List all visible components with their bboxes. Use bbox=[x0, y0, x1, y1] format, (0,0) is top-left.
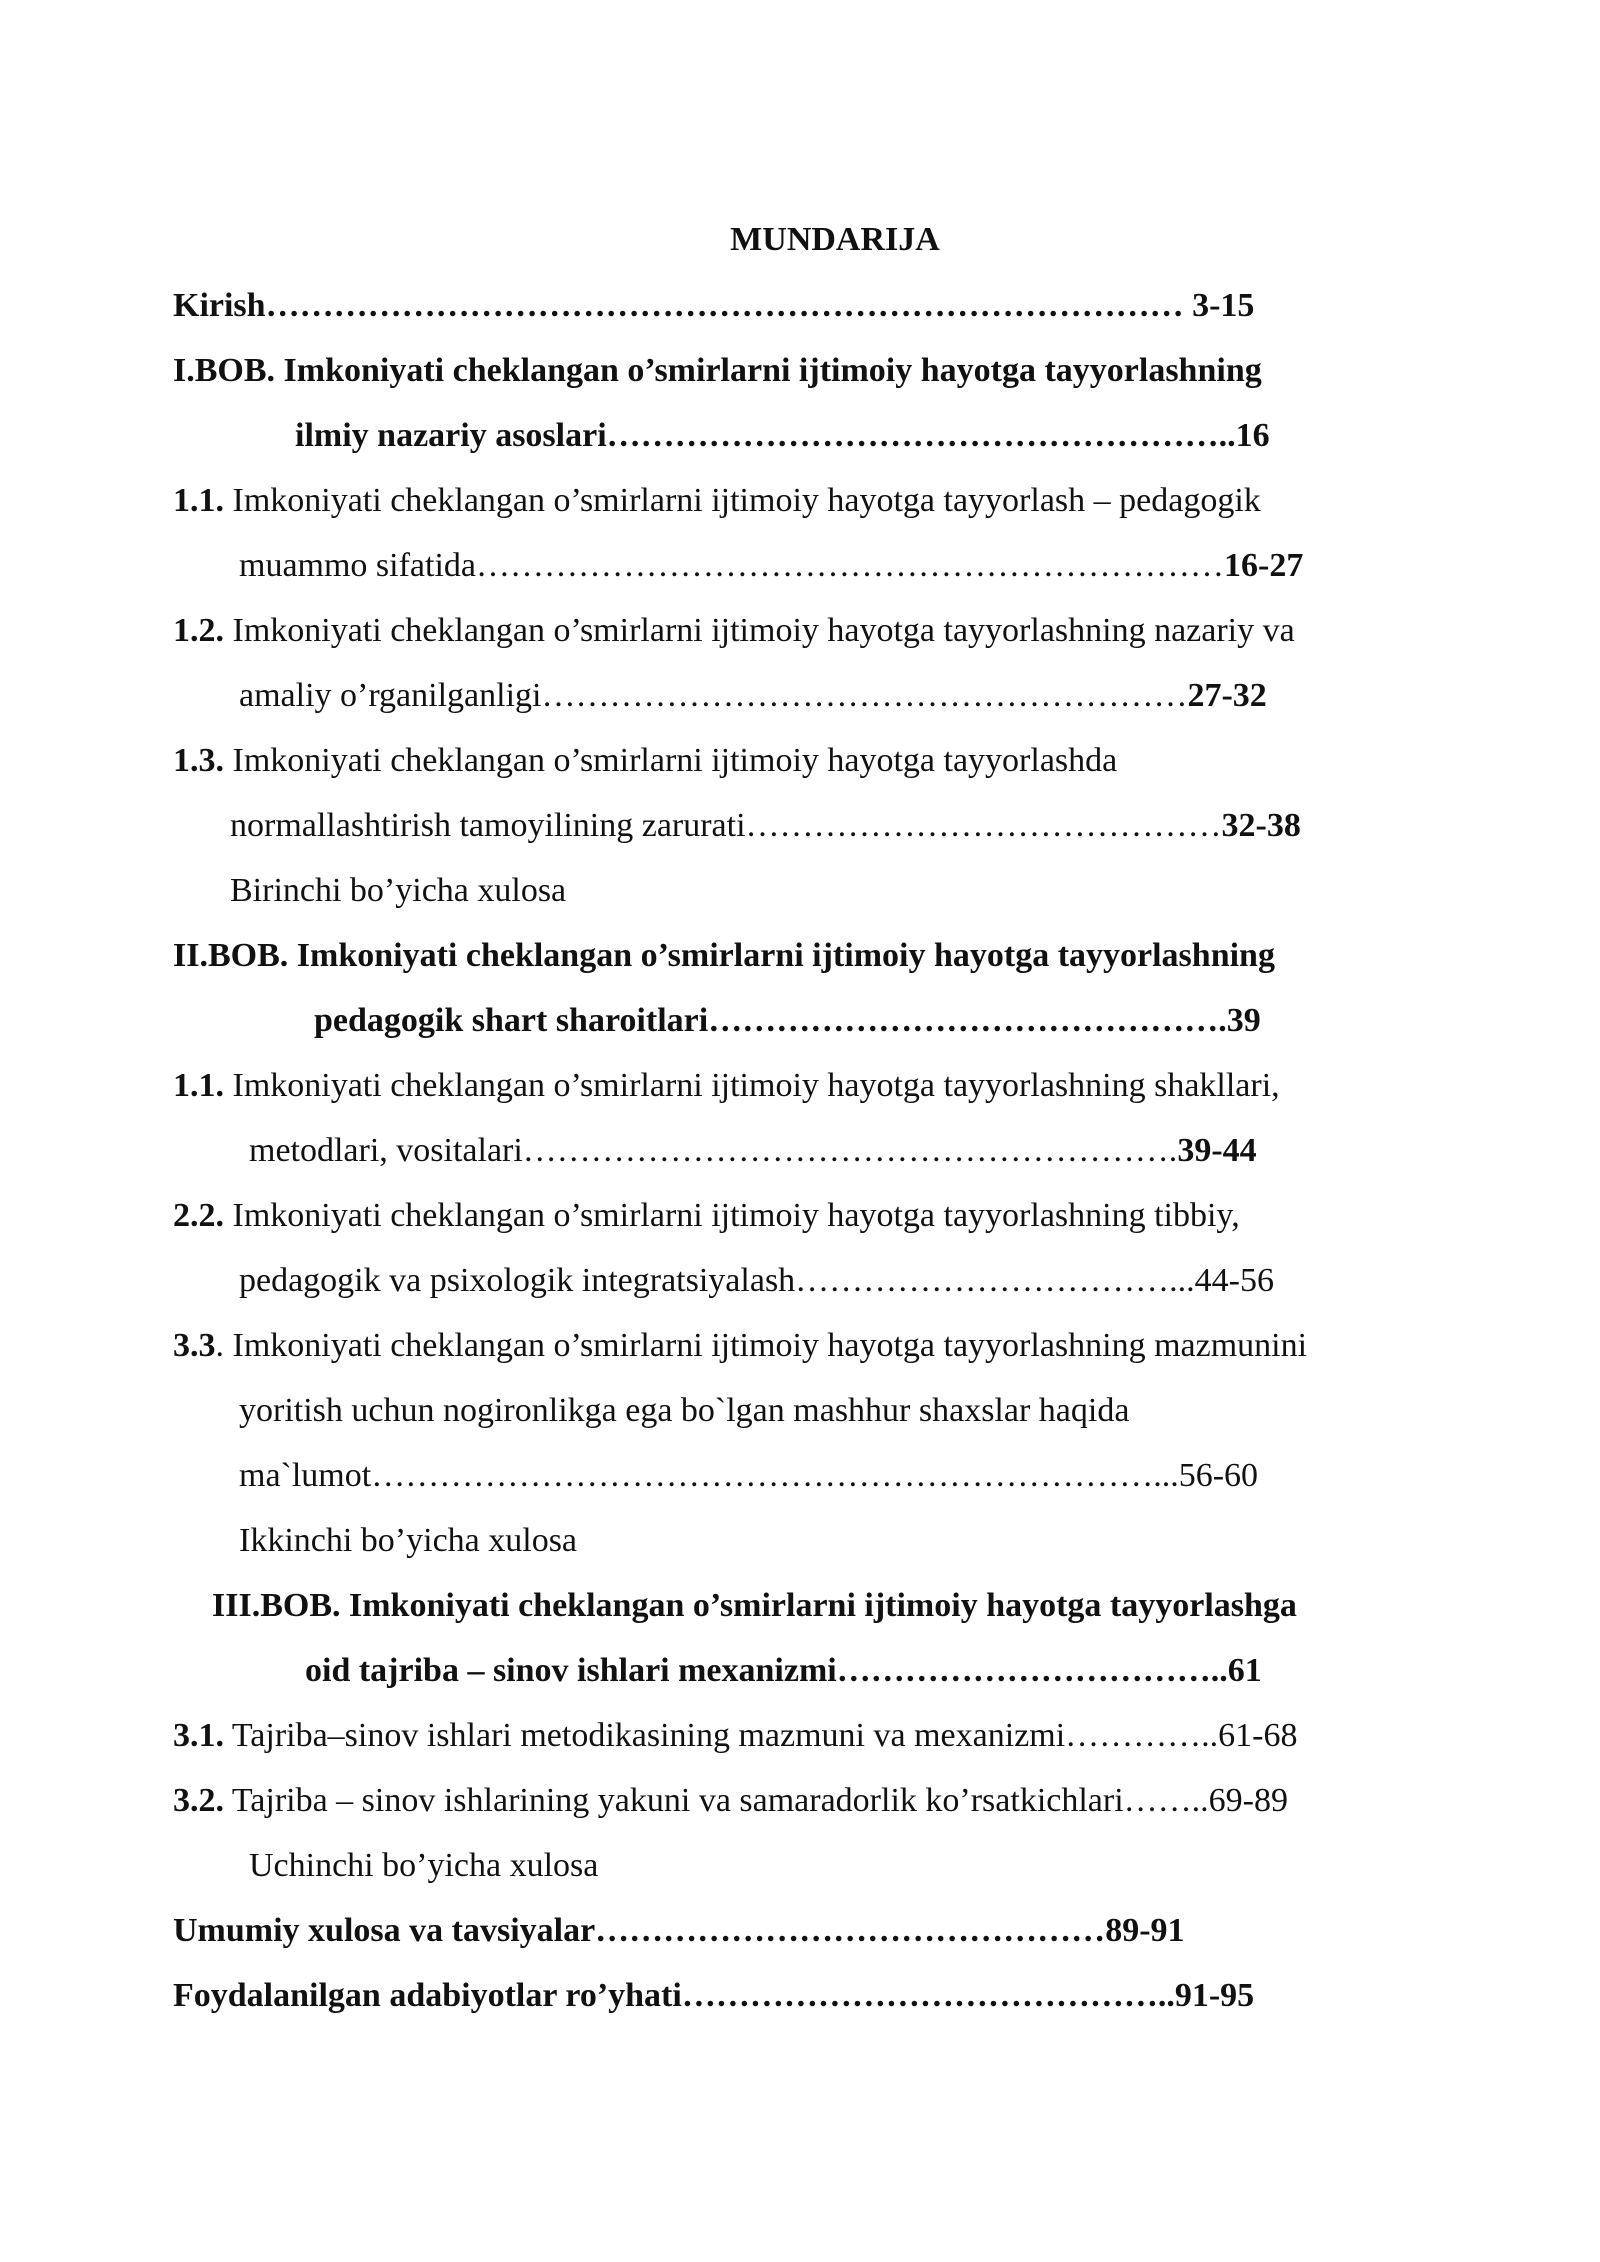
toc-entry-2-3-cont-2[interactable] bbox=[239, 1446, 1258, 1506]
toc-entry-2-3-cont[interactable] bbox=[239, 1381, 1129, 1441]
entry-text: Ikkinchi bo’yicha xulosa bbox=[239, 1522, 578, 1559]
entry-text: Imkoniyati cheklangan o’smirlarni ijtimoiy hayotga tayyorlashning tibbiy, bbox=[224, 1197, 1240, 1234]
toc-entry-references[interactable] bbox=[173, 1966, 1254, 2026]
entry-text: Imkoniyati cheklangan o’smirlarni ijtimoiy hayotga tayyorlashning nazariy va bbox=[224, 612, 1295, 649]
toc-title: MUNDARIJA bbox=[730, 221, 940, 258]
entry-text: III.BOB. Imkoniyati cheklangan o’smirlarni ijtimoiy hayotga tayyorlashga bbox=[212, 1587, 1297, 1624]
page-range: 61 bbox=[1227, 1652, 1262, 1689]
toc-entry-general-conclusion[interactable] bbox=[173, 1901, 1185, 1961]
toc-entry-conclusion-2[interactable] bbox=[239, 1511, 577, 1571]
toc-entry-2-2[interactable] bbox=[173, 1186, 1240, 1246]
section-number: 1.3. bbox=[173, 742, 224, 779]
entry-text: pedagogik va psixologik integratsiyalash……………………………...44-56 bbox=[239, 1262, 1274, 1299]
entry-text: Uchinchi bo’yicha xulosa bbox=[249, 1847, 599, 1884]
toc-entry-1-1-cont[interactable] bbox=[239, 536, 1303, 596]
toc-entry-1-2-cont[interactable] bbox=[239, 666, 1267, 726]
entry-text: Tajriba–sinov ishlari metodikasining mazmuni va mexanizmi…………..61-68 bbox=[224, 1717, 1298, 1754]
toc-chapter-3-heading-cont[interactable] bbox=[305, 1641, 1262, 1701]
entry-text: . Imkoniyati cheklangan o’smirlarni ijtimoiy hayotga tayyorlashning mazmunini bbox=[215, 1327, 1308, 1364]
entry-text: pedagogik shart sharoitlari………………………………………. bbox=[314, 1002, 1227, 1039]
toc-entry-3-2[interactable] bbox=[173, 1771, 1288, 1831]
toc-chapter-2-heading-cont[interactable] bbox=[314, 991, 1261, 1051]
section-number: 2.2. bbox=[173, 1197, 224, 1234]
page-range: 32-38 bbox=[1221, 807, 1301, 844]
toc-entry-1-3-cont[interactable] bbox=[230, 796, 1301, 856]
entry-text: Imkoniyati cheklangan o’smirlarni ijtimoiy hayotga tayyorlashda bbox=[224, 742, 1118, 779]
page-range: 39-44 bbox=[1177, 1132, 1257, 1169]
page-range: 39 bbox=[1226, 1002, 1261, 1039]
entry-text: Birinchi bo’yicha xulosa bbox=[230, 872, 567, 909]
entry-text: Imkoniyati cheklangan o’smirlarni ijtimoiy hayotga tayyorlash – pedagogik bbox=[224, 482, 1261, 519]
entry-text: oid tajriba – sinov ishlari mexanizmi…………………………….. bbox=[305, 1652, 1228, 1689]
section-number: 3.2. bbox=[173, 1782, 224, 1819]
toc-entry-2-3[interactable] bbox=[173, 1316, 1307, 1376]
page-range: 27-32 bbox=[1187, 677, 1267, 714]
entry-text: Tajriba – sinov ishlarining yakuni va samaradorlik ko’rsatkichlari……..69-89 bbox=[224, 1782, 1288, 1819]
toc-chapter-1-heading-cont[interactable] bbox=[295, 406, 1270, 466]
toc-chapter-3-heading[interactable] bbox=[212, 1576, 1297, 1636]
section-number: 1.1. bbox=[173, 482, 224, 519]
entry-text: normallashtirish tamoyilining zarurati…………………………………… bbox=[230, 807, 1222, 844]
section-number: 3.3 bbox=[173, 1327, 216, 1364]
toc-entry-kirish[interactable] bbox=[173, 276, 1254, 336]
page-range: 89-91 bbox=[1105, 1912, 1185, 1949]
entry-text: ilmiy nazariy asoslari………………………………………………. bbox=[295, 417, 1228, 454]
entry-text: Kirish……………………………………………………………………… bbox=[173, 287, 1193, 324]
entry-text: ma`lumot……………………………………………………………...56-60 bbox=[239, 1457, 1259, 1494]
entry-text: I.BOB. Imkoniyati cheklangan o’smirlarni ijtimoiy hayotga tayyorlashning bbox=[173, 352, 1262, 389]
page-range: 91-95 bbox=[1174, 1977, 1255, 2014]
section-number: 1.2. bbox=[173, 612, 224, 649]
toc-entry-conclusion-1[interactable] bbox=[230, 861, 566, 921]
section-number: 1.1. bbox=[173, 1067, 224, 1104]
toc-entry-1-3[interactable] bbox=[173, 731, 1117, 791]
toc-entry-1-2[interactable] bbox=[173, 601, 1295, 661]
entry-text: metodlari, vositalari…………………………………………………. bbox=[249, 1132, 1178, 1169]
entry-text: muammo sifatida………………………………………………………… bbox=[239, 547, 1225, 584]
toc-entry-conclusion-3[interactable] bbox=[249, 1836, 598, 1896]
page-range: .16 bbox=[1227, 417, 1270, 454]
toc-entry-1-1[interactable] bbox=[173, 471, 1261, 531]
entry-text: Umumiy xulosa va tavsiyalar……………………………………… bbox=[173, 1912, 1106, 1949]
toc-chapter-1-heading[interactable] bbox=[173, 341, 1262, 401]
entry-text: yoritish uchun nogironlikga ega bo`lgan mashhur shaxslar haqida bbox=[239, 1392, 1130, 1429]
entry-text: amaliy o’rganilganligi………………………………………………… bbox=[239, 677, 1188, 714]
page-range: 3-15 bbox=[1192, 287, 1255, 324]
entry-text: Imkoniyati cheklangan o’smirlarni ijtimoiy hayotga tayyorlashning shakllari, bbox=[224, 1067, 1280, 1104]
toc-chapter-2-heading[interactable] bbox=[173, 926, 1275, 986]
toc-entry-2-2-cont[interactable] bbox=[239, 1251, 1274, 1311]
toc-entry-2-1-cont[interactable] bbox=[249, 1121, 1257, 1181]
entry-text: II.BOB. Imkoniyati cheklangan o’smirlarni ijtimoiy hayotga tayyorlashning bbox=[173, 937, 1275, 974]
section-number: 3.1. bbox=[173, 1717, 224, 1754]
toc-entry-2-1[interactable] bbox=[173, 1056, 1280, 1116]
page-range: 16-27 bbox=[1224, 547, 1304, 584]
toc-entry-3-1[interactable] bbox=[173, 1706, 1297, 1766]
entry-text: Foydalanilgan adabiyotlar ro’yhati…………………………………….. bbox=[173, 1977, 1175, 2014]
